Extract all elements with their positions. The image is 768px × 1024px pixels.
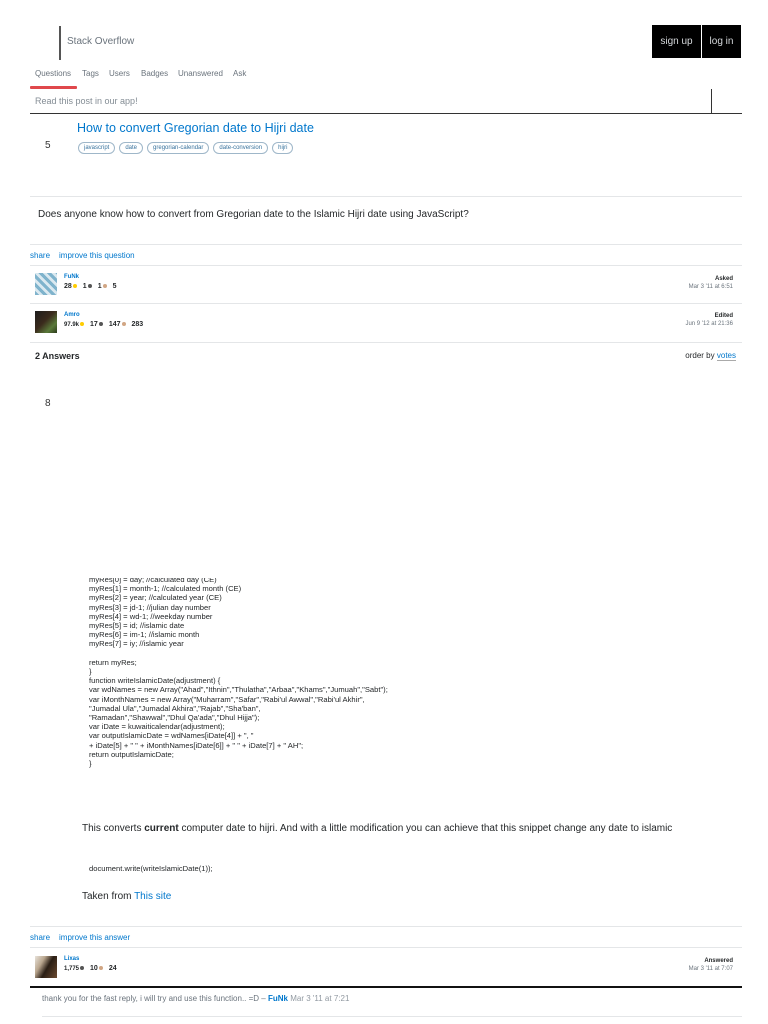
user-name[interactable]: Lixas bbox=[64, 956, 80, 962]
divider bbox=[30, 196, 742, 197]
code-line: } bbox=[89, 759, 92, 769]
nav-users[interactable]: Users bbox=[109, 69, 130, 78]
site-logo[interactable]: Stack Overflow bbox=[67, 36, 135, 47]
code-line: "Jumadal Ula","Jumadal Akhira","Rajab","Sha'ban", bbox=[89, 703, 261, 713]
answers-count: 2 Answers bbox=[35, 351, 80, 361]
answer-actions bbox=[30, 933, 130, 942]
tag-date[interactable]: date bbox=[119, 142, 143, 154]
answer-text-bold: current bbox=[144, 823, 179, 834]
tag-hijri[interactable]: hijri bbox=[272, 142, 293, 154]
code-line: var iMonthNames = new Array("Muharram","Safar","Rabi'ul Awwal","Rabi'ul Akhir", bbox=[89, 694, 365, 704]
badge-count: 283 bbox=[131, 321, 144, 328]
order-votes-link[interactable]: votes bbox=[716, 351, 736, 360]
edited-info bbox=[685, 312, 733, 328]
nav-unanswered[interactable]: Unanswered bbox=[178, 69, 223, 78]
divider bbox=[30, 303, 742, 304]
question-body: Does anyone know how to convert from Gregorian date to the Islamic Hijri date using JavaScript? bbox=[38, 209, 469, 220]
code-line: myRes[3] = jd-1; //julian day number bbox=[89, 602, 211, 612]
bronze-badge-icon bbox=[103, 284, 107, 288]
divider bbox=[30, 342, 742, 343]
comment-user-link[interactable]: FuNk bbox=[267, 994, 288, 1003]
comments-divider bbox=[30, 986, 742, 988]
order-label: order by bbox=[685, 351, 715, 360]
code-line: function writeIslamicDate(adjustment) { bbox=[89, 676, 221, 686]
divider bbox=[30, 947, 742, 948]
user-reputation bbox=[64, 321, 143, 328]
code-line: + iDate[5] + " " + iMonthNames[iDate[6]] + " " + iDate[7] + " AH"; bbox=[89, 740, 304, 750]
avatar-funk[interactable] bbox=[35, 273, 57, 295]
nav-ask[interactable]: Ask bbox=[233, 69, 247, 78]
nav-active-indicator bbox=[30, 86, 77, 89]
question-vote-count: 5 bbox=[45, 140, 51, 151]
avatar-lixas[interactable] bbox=[35, 956, 57, 978]
nav-questions[interactable]: Questions bbox=[35, 69, 72, 78]
comment bbox=[42, 994, 349, 1003]
code-line: myRes[1] = month-1; //calculated month (CE) bbox=[89, 584, 242, 594]
user-reputation bbox=[64, 965, 117, 972]
banner-underline bbox=[30, 113, 742, 114]
improve-question-link[interactable]: improve this question bbox=[59, 251, 135, 260]
asked-time[interactable]: Mar 3 '11 at 6:51 bbox=[688, 284, 733, 290]
comment-dash: – bbox=[259, 994, 268, 1003]
nav-tags[interactable]: Tags bbox=[82, 69, 99, 78]
edited-label: Edited bbox=[714, 313, 733, 319]
code-line: var outputIslamicDate = wdNames[iDate[4]] + ", " bbox=[89, 731, 254, 741]
bronze-badge-icon bbox=[99, 966, 103, 970]
tag-date-conversion[interactable]: date-conversion bbox=[213, 142, 268, 154]
code-line: myRes[2] = year; //calculated year (CE) bbox=[89, 593, 222, 603]
code-line: return myRes; bbox=[89, 657, 137, 667]
banner-divider bbox=[711, 89, 712, 113]
silver-badge-icon bbox=[99, 322, 103, 326]
code-line: var iDate = kuwaiticalendar(adjustment); bbox=[89, 722, 225, 732]
badge-count: 5 bbox=[112, 283, 117, 290]
code-line: myRes[7] = iy; //islamic year bbox=[89, 639, 184, 649]
logo-bar bbox=[59, 26, 61, 60]
badge-count: 1 bbox=[82, 283, 87, 290]
tag-list bbox=[78, 142, 293, 154]
code-line: myRes[5] = id; //islamic date bbox=[89, 621, 185, 631]
code-line: return outputIslamicDate; bbox=[89, 749, 174, 759]
code-line: var wdNames = new Array("Ahad","Ithnin","Thulatha","Arbaa","Khams","Jumuah","Sabt"); bbox=[89, 685, 388, 695]
answer-text-part: This converts bbox=[82, 823, 145, 834]
bronze-badge-icon bbox=[122, 322, 126, 326]
code-snippet: document.write(writeIslamicDate(1)); bbox=[89, 864, 213, 873]
gold-badge-icon bbox=[73, 284, 77, 288]
divider bbox=[30, 265, 742, 266]
user-name[interactable]: Amro bbox=[64, 312, 80, 318]
code-line bbox=[89, 649, 388, 658]
question-title[interactable]: How to convert Gregorian date to Hijri date bbox=[77, 121, 314, 135]
asked-label: Asked bbox=[714, 276, 733, 282]
answered-info bbox=[689, 957, 733, 973]
divider bbox=[30, 244, 742, 245]
code-line: "Ramadan","Shawwal","Dhul Qa'ada","Dhul Hijja"); bbox=[89, 713, 260, 723]
nav-badges[interactable]: Badges bbox=[141, 69, 169, 78]
code-line: myRes[0] = day; //calculated day (CE) bbox=[89, 578, 217, 584]
code-line: myRes[4] = wd-1; //weekday number bbox=[89, 611, 213, 621]
app-banner[interactable]: Read this post in our app! bbox=[35, 96, 138, 106]
asked-info bbox=[689, 275, 733, 291]
badge-count: 1 bbox=[97, 283, 102, 290]
edited-time[interactable]: Jun 9 '12 at 21:36 bbox=[685, 321, 733, 327]
question-actions bbox=[30, 251, 135, 260]
sort-order bbox=[685, 351, 736, 360]
comment-time[interactable]: Mar 3 '11 at 7:21 bbox=[287, 994, 350, 1003]
user-name[interactable]: FuNk bbox=[64, 274, 79, 280]
answer-text bbox=[82, 823, 722, 835]
divider bbox=[30, 926, 742, 927]
avatar-amro[interactable] bbox=[35, 311, 57, 333]
badge-count: 147 bbox=[108, 321, 121, 328]
user-reputation bbox=[64, 283, 117, 290]
answer-text-part: computer date to hijri. And with a little modification you can achieve that this snippet change any date to islamic bbox=[178, 823, 673, 834]
share-link[interactable]: share bbox=[30, 251, 51, 260]
rep-score: 1,775 bbox=[64, 966, 80, 972]
badge-count: 10 bbox=[90, 965, 98, 972]
silver-badge-icon bbox=[88, 284, 92, 288]
tag-javascript[interactable]: javascript bbox=[78, 142, 115, 154]
badge-count: 17 bbox=[90, 321, 98, 328]
improve-answer-link[interactable]: improve this answer bbox=[59, 933, 131, 942]
silver-badge-icon bbox=[80, 966, 84, 970]
answered-time[interactable]: Mar 3 '11 at 7:07 bbox=[688, 966, 733, 972]
answer-vote-count: 8 bbox=[45, 398, 51, 409]
code-line: myRes[6] = im-1; //islamic month bbox=[89, 630, 200, 640]
code-block bbox=[89, 578, 388, 808]
answer-source bbox=[82, 891, 171, 903]
divider bbox=[42, 1016, 742, 1017]
answered-label: Answered bbox=[704, 958, 733, 964]
login-button[interactable]: log in bbox=[702, 25, 741, 58]
rep-score: 28 bbox=[64, 283, 72, 290]
tag-gregorian-calendar[interactable]: gregorian-calendar bbox=[147, 142, 209, 154]
source-label: Taken from bbox=[82, 891, 135, 902]
share-link[interactable]: share bbox=[30, 933, 51, 942]
comment-text: thank you for the fast reply, i will try and use this function.. =D bbox=[42, 994, 260, 1003]
signup-button[interactable]: sign up bbox=[652, 25, 701, 58]
rep-score: 97.9k bbox=[64, 322, 80, 328]
source-link[interactable]: This site bbox=[134, 891, 172, 902]
gold-badge-icon bbox=[80, 322, 84, 326]
badge-count: 24 bbox=[108, 965, 117, 972]
code-line: } bbox=[89, 667, 92, 677]
